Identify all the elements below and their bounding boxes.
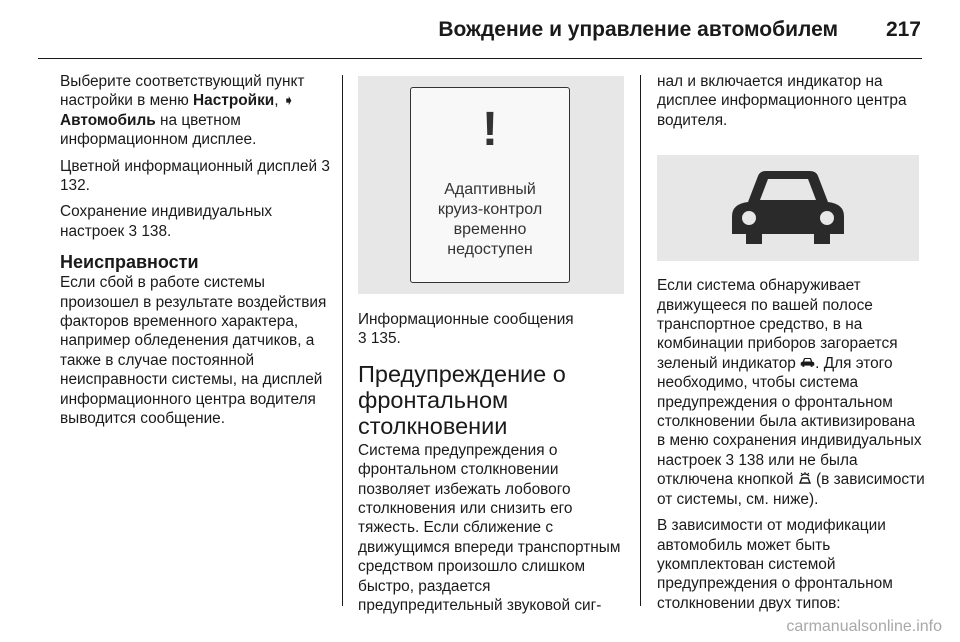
text-span: . Для этого необходимо, чтобы система предупреждения о фронтальном столкновении была активизирована в меню сохранения индивидуальных настроек <box>657 354 922 469</box>
page-reference[interactable]: 3 138. <box>128 222 172 240</box>
paragraph-system-types: В зависимости от модификации автомобиль может быть укомплектован системой предупреждения о фронтальном столкновении двух типов: <box>657 517 893 612</box>
page-reference[interactable]: 3 135. <box>358 330 401 348</box>
driver-info-display <box>410 87 570 283</box>
column-1 <box>60 72 330 429</box>
text-span: Сохранение индивидуальных настроек <box>60 203 273 240</box>
menu-vehicle-label: Автомобиль <box>60 111 156 129</box>
paragraph-faults: Если сбой в работе системы произошел в результате воздействия факторов временного характера, например обледенения датчиков, а также в случае постоянной неисправности системы, на дисплей информационного центра водителя выводится сообщение. <box>60 274 327 428</box>
page-reference[interactable]: 3 138 <box>725 451 769 469</box>
vehicle-ahead-illustration <box>657 155 919 261</box>
display-line: недоступен <box>447 241 533 258</box>
text-span: Информационные сообщения <box>358 311 574 328</box>
column-divider-left <box>342 75 343 606</box>
subheading-faults: Неисправности <box>60 252 199 273</box>
section-heading-collision-alert: Предупреждение о фронтальном столкновении <box>358 360 566 439</box>
display-message <box>411 180 569 260</box>
paragraph-menu-instruction <box>60 72 330 150</box>
paragraph-indicator-continued: нал и включается индикатор на дисплее информационного центра водителя. <box>657 73 907 129</box>
column-divider-right <box>640 75 641 606</box>
menu-arrow-icon: ➧ <box>282 92 295 109</box>
display-line: Адаптивный <box>444 181 536 198</box>
collision-alert-button-icon <box>798 472 812 485</box>
text-span: или не была отключена кнопкой <box>657 451 858 489</box>
text-span: , <box>274 92 283 110</box>
display-illustration <box>358 76 624 294</box>
text-span: Выберите соответствующий пункт настройки в меню <box>60 73 305 110</box>
vehicle-ahead-icon <box>726 168 850 248</box>
menu-settings-label: Настройки <box>193 92 275 110</box>
page-header-title: Вождение и управление автомобилем <box>438 18 838 41</box>
text-span: на цветном информационном дисплее. <box>60 111 257 149</box>
page-number: 217 <box>885 18 921 41</box>
text-span: Если система обнаруживает движущееся по вашей полосе транспортное средство, в на комбинации приборов загорается зеленый индикатор <box>657 277 898 372</box>
caption-info-messages <box>358 310 626 349</box>
display-line: круиз-контрол <box>437 201 543 218</box>
header-rule <box>38 58 922 59</box>
paragraph-vehicle-detected <box>657 276 925 509</box>
text-span: (в зависимости от системы, см. ниже). <box>657 471 925 508</box>
column-3 <box>657 72 925 613</box>
paragraph-collision-alert: Система предупреждения о фронтальном столкновении позволяет избежать лобового столкновения или снизить его тяжесть. Если сближение с движущимся впереди транспортным средством произошло слишком быстро, раздается предупредительный звуковой сиг- <box>358 441 621 615</box>
page-reference[interactable]: 3 132. <box>60 157 330 195</box>
paragraph-color-display <box>60 157 330 196</box>
column-2 <box>358 72 626 615</box>
warning-exclamation-icon: ! <box>482 103 498 156</box>
vehicle-ahead-indicator-icon <box>800 356 815 369</box>
display-line: временно <box>453 221 527 238</box>
watermark: carmanualsonline.info <box>786 618 942 635</box>
paragraph-personal-settings <box>60 202 330 241</box>
text-span: Цветной информационный дисплей <box>60 157 322 175</box>
